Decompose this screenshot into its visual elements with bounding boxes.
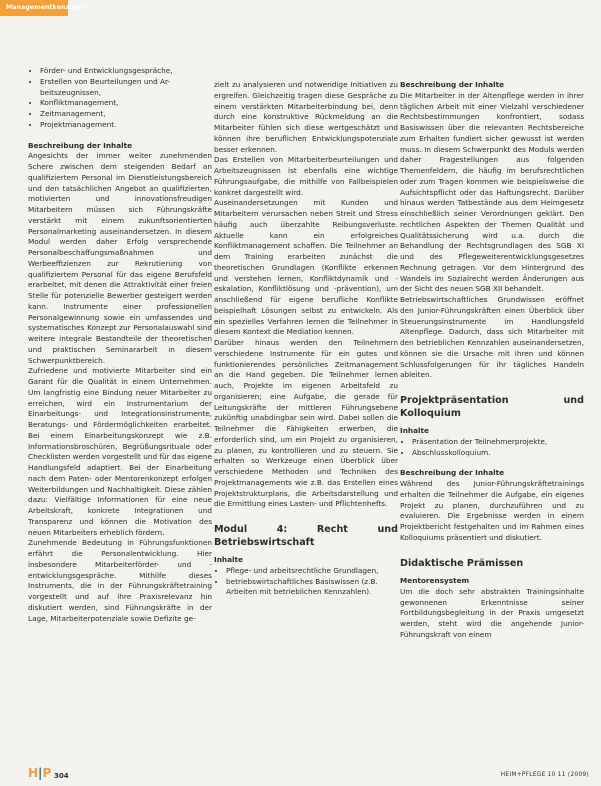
list-item: • Projektmanagement. — [40, 120, 212, 131]
subheading: Beschreibung der Inhalte — [400, 80, 505, 89]
subheading: Mentorensystem — [400, 576, 470, 585]
subheading: Beschreibung der Inhalte — [400, 468, 505, 478]
list-item: • Förder- und Entwicklungsgespräche, — [40, 66, 212, 77]
subheading: Inhalte — [400, 426, 429, 435]
list-item: • Präsentation der Teilnehmerprojekte, — [412, 437, 584, 448]
logo-bar: | — [38, 766, 43, 780]
list-item: • Erstellen von Beurteilungen und Ar- beitszeugnissen, — [40, 77, 212, 99]
section-heading: Projektpräsentation und Kolloquium — [400, 395, 584, 419]
subheading: Inhalte — [214, 555, 243, 564]
paragraph: Zunehmende Bedeutung in Führungsfunktionen erfährt die Personalentwicklung. Hier insbesondere Mitarbeiterförder- und -entwicklungsgespräche. Mithilfe dieses Instruments, die in der Führungskräftetraining vorgestellt und auf ihre Praxisrelevanz hin diskutiert werden, sind Führungskräfte in der Lage, Mitarbeiterpotenziale sowie Defizite ge- — [28, 538, 212, 623]
column-3 — [400, 80, 584, 761]
paragraph: Zufriedene und motivierte Mitarbeiter sind ein Garant für die Qualität in einem Unternehmen. Um langfristig eine Bindung neuer Mitarbeiter zu erreichen, wird ein Instrumentarium der Einarbeitungs- und Integrationsinstrumente, Beratungs- und Fördermöglichkeiten erarbeitet. Bei einem Einarbeitungskonzept wie z.B. Informationsbroschüren, Begrüßungsrituale oder Checklisten werden vorgestellt und für das eigene Handlungsfeld adaptiert. Bei der Einarbeitung nach dem Paten- oder Mentorenkonzept erfolgen Weiterbildungen und Nachhaltigkeit. Diese zählen dazu: Vielfältige Informationen für eine neue Arbeitskraft, konkrete Integrationen und Transparenz und können die Motivation des neuen Mitarbeiters erheblich fördern. — [28, 366, 212, 537]
paragraph: Betriebswirtschaftliches Grundwissen eröffnet den Junior-Führungskräften einen Überblick über Steuerungsinstrumente im Handlungsfeld Altenpflege. Dadurch, dass sich Mitarbeiter mit den betrieblichen Kennzahlen auseinandersetzen, können sie die Ursache mit ihren und können Schlussfolgerungen für ihr tägliches Handeln ableiten. — [400, 295, 584, 380]
subheading: Beschreibung der Inhalte — [28, 140, 133, 150]
page-number: 304 — [54, 772, 69, 780]
section-heading: Didaktische Prämissen — [400, 557, 524, 569]
paragraph: Angesichts der immer weiter zunehmenden Schere zwischen dem steigenden Bedarf an qualifiziertem Personal im Dienstleistungsbereich und den tatsächlichen Angebot an qualifizierten, motivierten und innovationsfreudigen Mitarbeitern müssen sich Führungskräfte verstärkt mit einem zukunftsorientierten Personalmarketing auseinandersetzen. In diesem Modul werden daher Erfolg versprechende Personalbeschaffungsmaßnahmen und Werbeeffizienzen zur Rekrutierung von qualifiziertem Personal für das eigene Berufsfeld erarbeitet, mit denen die Attraktivität einer freien Stelle für potenzielle Bewerber gesteigert werden kann. Instrumente einer professionellen Personalgewinnung sowie ein umfassendes und systematisches Konzept zur Personalauswahl sind weitere integrale Bestandteile der theoretischen und praktischen Seminararbeit in diesem Schwerpunktbereich. — [28, 151, 212, 365]
page-footer — [0, 764, 601, 786]
section-tab: Managementkonzepte — [0, 0, 68, 16]
bullet-list — [28, 66, 212, 131]
list-item: • Zeitmanagement, — [40, 109, 212, 120]
journal-citation: HEIM+PFLEGE 10 11 (2009) — [500, 772, 589, 778]
journal-logo — [28, 766, 51, 780]
logo-letter-p: P — [42, 766, 52, 780]
paragraph: Um die doch sehr abstrakten Trainingsinhalte gewonnenen Erkenntnisse seiner Fortbildungsbegleitung in der Praxis umgesetzt werden, steht wird die angehende Junior-Führungskraft von einem — [400, 586, 584, 639]
bullet-list — [400, 437, 584, 459]
paragraph: Das Erstellen von Mitarbeiterbeurteilungen und Arbeitszeugnissen ist ebenfalls eine wichtige Führungsaufgabe, die mithilfe von Fallbeispielen konkret dargestellt wird. — [214, 155, 398, 197]
paragraph: Auseinandersetzungen mit Kunden und Mitarbeitern verursachen neben Streit und Stress häufig auch überzahlte Reibungsverluste. Aktuelle kann ein erfolgreiches Konfliktmanagement schaffen. Die Teilnehmer an dem Training erarbeiten zunächst die theoretischen Grundlagen (Konflikte erkennen und verstehen lernen, Konfliktdynamik und -eskalation, Konfliktlösung und -prävention), um anschließend für eigene berufliche Konflikte beispielhaft Lösungen selbst zu entwickeln. Als ein spezielles Verfahren lernen die Teilnehmer in diesem Kontext die Mediation kennen. — [214, 198, 398, 337]
paragraph: Während des Junior-Führungskräftetrainings erhalten die Teilnehmer die Aufgabe, ein eigenes Projekt zu planen, durchzuführen und zu evaluieren. Die Ergebnisse werden in einem Projektbericht festgehalten und im Rahmen eines Kolloquiums präsentiert und diskutiert. — [400, 479, 584, 542]
list-item: • Pflege- und arbeitsrechtliche Grundlagen, — [226, 566, 398, 577]
column-2 — [214, 80, 398, 761]
list-item: • Abschlusskolloquium. — [412, 448, 584, 459]
section-heading: Modul 4: Recht und Betriebswirtschaft — [214, 524, 398, 548]
bullet-list — [214, 566, 398, 598]
list-item: • betriebswirtschaftliches Basiswissen (z.B. Arbeiten mit betrieblichen Kennzahlen). — [226, 577, 398, 599]
column-1 — [28, 66, 212, 761]
list-item: • Konfliktmanagement, — [40, 98, 212, 109]
paragraph: Die Mitarbeiter in der Altenpflege werden in ihrer täglichen Arbeit mit einer Vielzahl verschiedener Rechtsbestimmungen konfrontiert, sodass Basiswissen über die relevanten Rechtsbereiche zum Erhalten fundiert sicher gewusst ist werden muss. In diesem Schwerpunkt des Moduls werden daher Fragestellungen aus folgenden Themenfeldern, die häufig im berufsrechtlichen oder zum Tragen kommen wie beispielsweise die Aufsichtspflicht oder das Haftungsrecht. Darüber hinaus werden Tatbestände aus dem Heimgesetz einschließlich seiner Verordnungen geklärt. Den rechtlichen Aspekten der Themen Qualität und Qualitätssicherung wird u.a. durch die Behandlung der Rechtsgrundlagen des SGB XI und des Pflegeweiterentwicklungsgesetzes Rechnung getragen. Vor dem Hintergrund des Wandels im Sozialrecht werden Änderungen aus der Sicht des neuen SGB XII behandelt. — [400, 90, 584, 294]
paragraph: Darüber hinaus werden den Teilnehmern verschiedene Instrumente für ein gutes und funktionierendes persönliches Zeitmanagement an die Hand gegeben. Die Teilnehmer lernen auch, Projekte im eigenen Arbeitsfeld zu organisieren; eine Aufgabe, die gerade für Leitungskräfte der mittleren Führungsebene zukünftig unabdingbar sein wird. Dabei sollen die Teilnehmer die Fähigkeiten erwerben, die erforderlich sind, um ein Projekt zu organisieren, zu planen, zu kontrollieren und zu steuern. Sie erhalten so Werkzeuge einen Überblick über verschiedene Methoden und Techniken des Projektmanagements wie z.B. das Erstellen eines Projektstrukturplans, die Arbeitsdarstellung und die Ermittlung eines Lasten- und Pflichtenhefts. — [214, 338, 398, 509]
logo-letter-h: H — [28, 766, 39, 780]
paragraph: zielt zu analysieren und notwendige Initiativen zu ergreifen. Gleichzeitig tragen diese Gespräche zu einem verstärkten Mitarbeiterbindung bei, denn durch eine konstruktive Rückmeldung an die Mitarbeiter fühlen sich diese wertgeschätzt und können ihre beruflichen Entwicklungspotenziale besser erkennen. — [214, 80, 398, 154]
